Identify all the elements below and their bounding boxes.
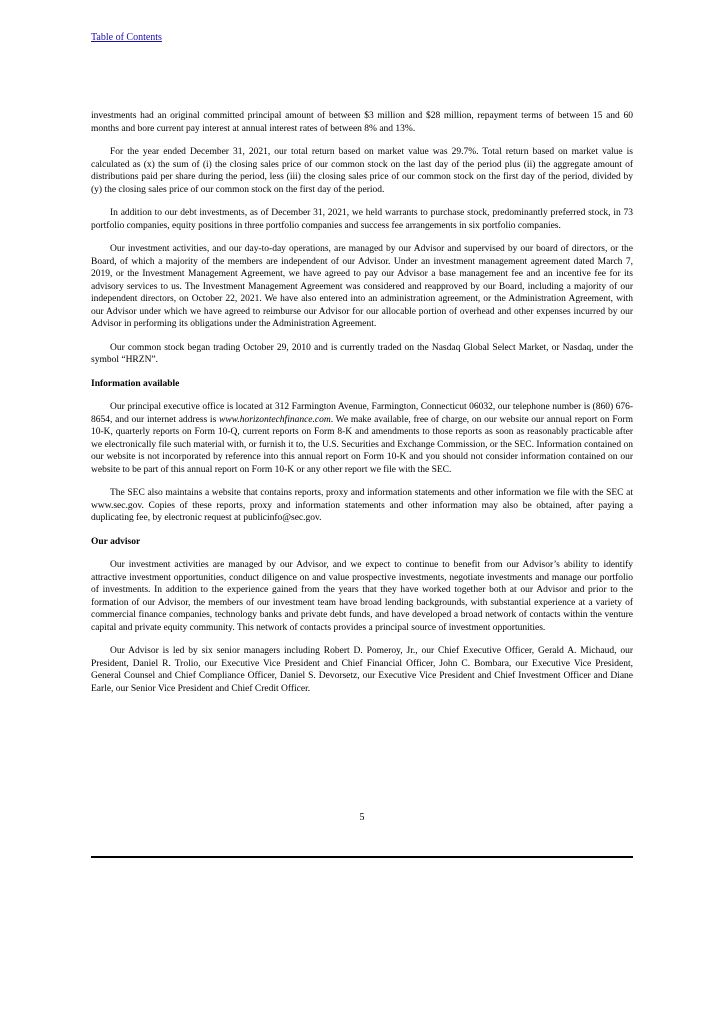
paragraph-sec-website: The SEC also maintains a website that contains reports, proxy and information statements and other information we file with the SEC at www.sec.gov. Copies of these reports, proxy and information statements and other information may also be obtained, after paying a duplicating fee, by electronic request at publicinfo@sec.gov.	[91, 488, 633, 523]
heading-our-advisor: Our advisor	[91, 536, 141, 547]
paragraph-warrants: In addition to our debt investments, as of December 31, 2021, we held warrants to purchase stock, predominantly preferred stock, in 73 portfolio companies, equity positions in three portfolio companies and success fee arrangements in six portfolio companies.	[91, 208, 633, 231]
executive-office-text-start: Our principal executive office is located at 312 Farmington Avenue, Farmington, Connecticut 06032, our telephone number is (860) 676-8654, and our internet address is	[91, 402, 633, 425]
page-number: 5	[359, 812, 365, 823]
footer-divider	[91, 856, 633, 858]
paragraph-common-stock: Our common stock began trading October 29, 2010 and is currently traded on the Nasdaq Global Select Market, or Nasdaq, under the symbol “HRZN”.	[91, 342, 633, 365]
website-address: www.horizontechfinance.com	[219, 414, 331, 425]
heading-information-available: Information available	[91, 378, 180, 389]
paragraph-senior-managers: Our Advisor is led by six senior managers including Robert D. Pomeroy, Jr., our Chief Executive Officer, Gerald A. Michaud, our President, Daniel R. Trolio, our Executive Vice President and Chief Financial Officer, John C. Bombara, our Executive Vice President, General Counsel and Chief Compliance Officer, Daniel S. Devorsetz, our Executive Vice President and Chief Investment Officer and Diane Earle, our Senior Vice President and Chief Credit Officer.	[91, 646, 633, 694]
document-body	[91, 110, 633, 706]
paragraph-advisor-activities: Our investment activities are managed by our Advisor, and we expect to continue to benefit from our Advisor’s ability to identify attractive investment opportunities, conduct diligence on and value prospective investments, negotiate investments and manage our portfolio of investments. In addition to the experience gained from the years that they have worked together both at our Advisor and prior to the formation of our Advisor, the members of our investment team have broad lending backgrounds, with substantial experience at a variety of commercial finance companies, technology banks and private debt funds, and have developed a broad network of contacts within the venture capital and private equity community. This network of contacts provides a principal source of investment opportunities.	[91, 560, 633, 633]
table-of-contents-link[interactable]: Table of Contents	[91, 32, 162, 43]
paragraph-investments-terms: investments had an original committed principal amount of between $3 million and $28 million, repayment terms of between 15 and 60 months and bore current pay interest at annual interest rates of between 8% and 13%.	[91, 111, 633, 134]
paragraph-total-return: For the year ended December 31, 2021, our total return based on market value was 29.7%. Total return based on market value is calculated as (x) the sum of (i) the closing sales price of our common stock on the last day of the period plus (ii) the aggregate amount of distributions paid per share during the period, less (iii) the closing sales price of our common stock on the first day of the period, divided by (y) the closing sales price of our common stock on the first day of the period.	[91, 147, 633, 195]
paragraph-investment-activities: Our investment activities, and our day-to-day operations, are managed by our Advisor and supervised by our board of directors, or the Board, of which a majority of the members are independent of our Advisor. Under an investment management agreement dated March 7, 2019, or the Investment Management Agreement, we have agreed to pay our Advisor a base management fee and an incentive fee for its advisory services to us. The Investment Management Agreement was considered and reapproved by our Board, including a majority of our independent directors, on October 22, 2021. We have also entered into an administration agreement, or the Administration Agreement, with our Advisor under which we have agreed to reimburse our Advisor for our allocable portion of overhead and other expenses incurred by our Advisor in performing its obligations under the Administration Agreement.	[91, 244, 633, 329]
executive-office-text-end: . We make available, free of charge, on our website our annual report on Form 10-K, quarterly reports on Form 10-Q, current reports on Form 8-K and amendments to those reports as soon as reasonably practicable after we electronically file such material with, or furnish it to, the U.S. Securities and Exchange Commission, or the SEC. Information contained on our website is not incorporated by reference into this annual report on Form 10-K and you should not consider information contained on our website to be part of this annual report on Form 10-K or any other report we file with the SEC.	[91, 414, 633, 475]
paragraph-executive-office	[91, 401, 633, 476]
